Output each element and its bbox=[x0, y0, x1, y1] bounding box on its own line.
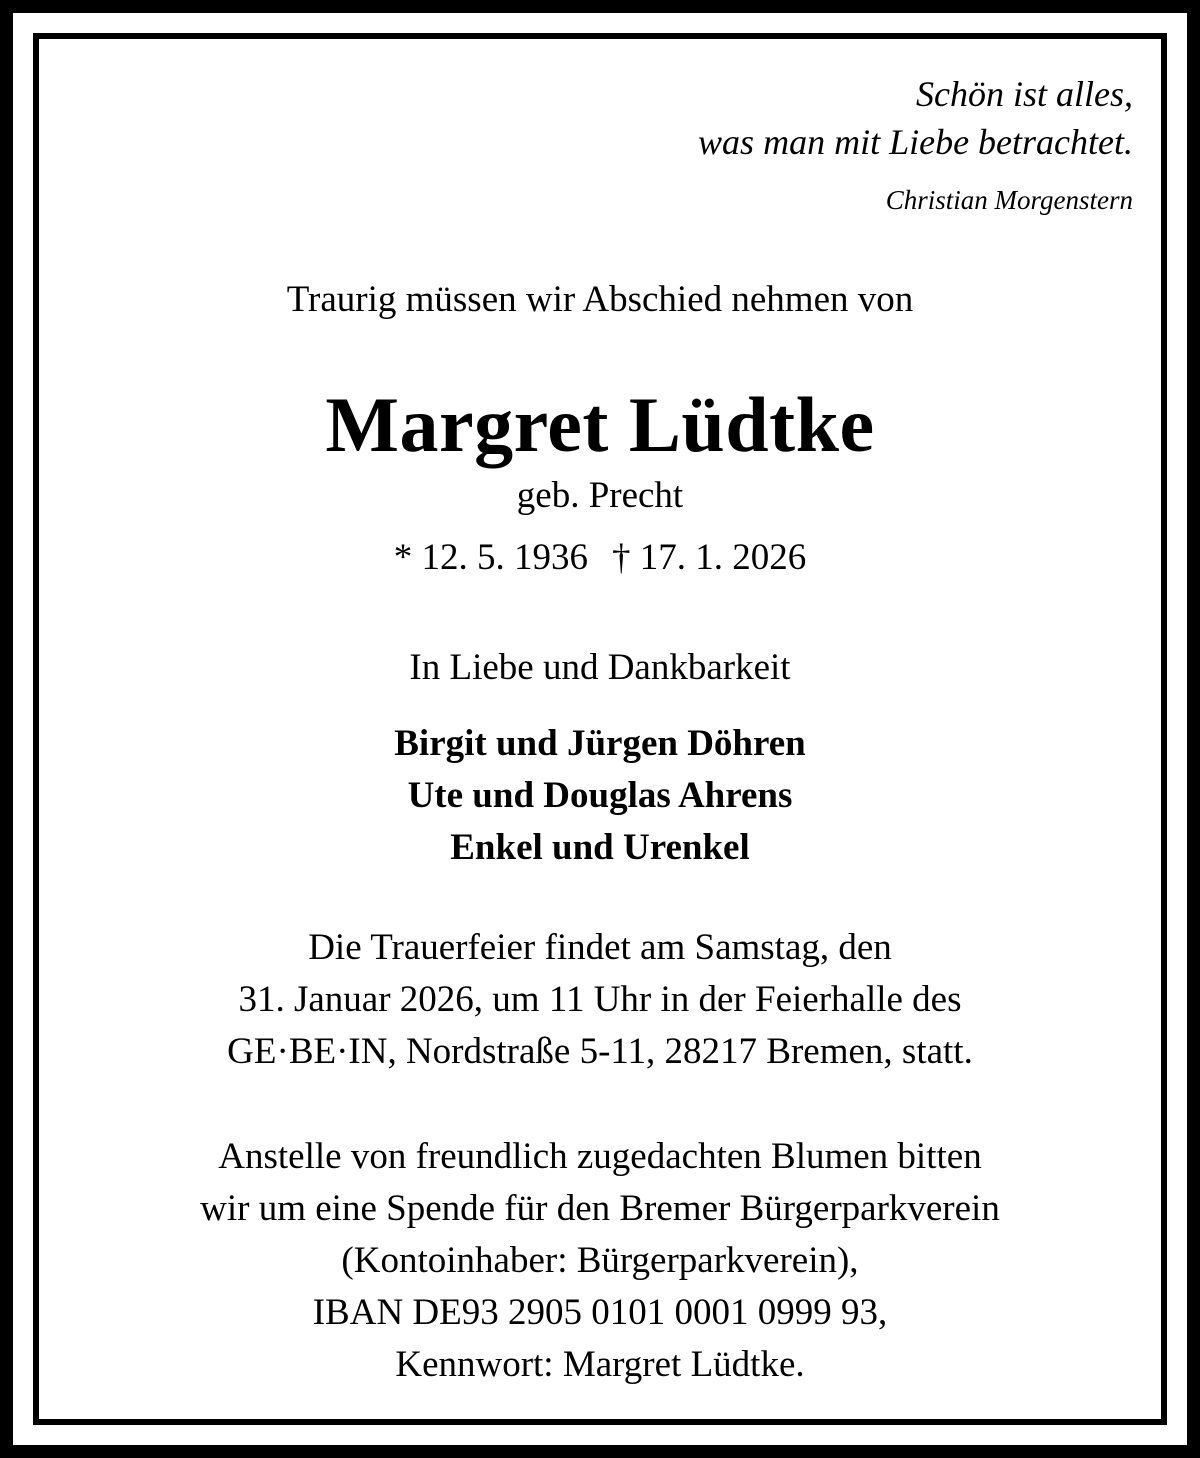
mourner-line: Enkel und Urenkel bbox=[450, 827, 750, 868]
death-date: † 17. 1. 2026 bbox=[612, 537, 807, 578]
donation-line: wir um eine Spende für den Bremer Bürgerparkverein bbox=[200, 1188, 1000, 1229]
maiden-name: geb. Precht bbox=[516, 475, 684, 516]
quote-line-1: Schön ist alles, bbox=[916, 74, 1133, 114]
quote-author: Christian Morgenstern bbox=[885, 185, 1133, 215]
mourners-list bbox=[0, 718, 1200, 874]
life-dates bbox=[0, 534, 1200, 582]
deceased-name: Margret Lüdtke bbox=[325, 381, 875, 468]
mourner-line: Birgit und Jürgen Döhren bbox=[394, 723, 806, 764]
epigraph-quote bbox=[698, 70, 1133, 220]
ceremony-line: GE·BE·IN, Nordstraße 5-11, 28217 Bremen, statt. bbox=[227, 1031, 973, 1072]
donation-keyword: Kennwort: Margret Lüdtke. bbox=[395, 1344, 805, 1385]
birth-date: * 12. 5. 1936 bbox=[393, 537, 588, 578]
ceremony-info bbox=[0, 922, 1200, 1078]
donation-line: Anstelle von freundlich zugedachten Blumen bitten bbox=[218, 1136, 982, 1177]
ceremony-line: Die Trauerfeier findet am Samstag, den bbox=[308, 927, 892, 968]
ceremony-line: 31. Januar 2026, um 11 Uhr in der Feierhalle des bbox=[238, 979, 962, 1020]
donation-line: (Kontoinhaber: Bürgerparkverein), bbox=[341, 1240, 859, 1281]
intro-text: Traurig müssen wir Abschied nehmen von bbox=[286, 279, 914, 320]
closing-phrase: In Liebe und Dankbarkeit bbox=[409, 647, 791, 688]
mourner-line: Ute und Douglas Ahrens bbox=[407, 775, 793, 816]
quote-line-2: was man mit Liebe betrachtet. bbox=[698, 122, 1133, 162]
donation-iban: IBAN DE93 2905 0101 0001 0999 93, bbox=[312, 1292, 888, 1333]
donation-info bbox=[0, 1131, 1200, 1391]
